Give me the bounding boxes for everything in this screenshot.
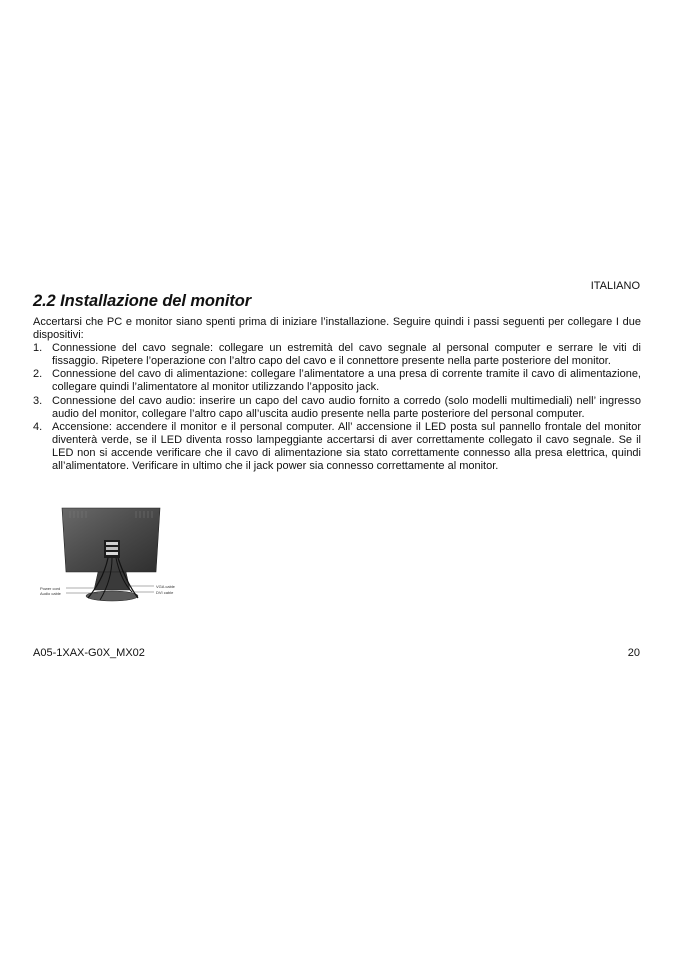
monitor-rear-figure [40,506,190,606]
section-body [33,316,641,473]
list-item [33,395,641,421]
power-cord-label: Power cord [40,586,61,591]
step-number: 4. [33,420,43,433]
step-text: Connessione del cavo segnale: collegare un estremità del cavo segnale al personal computer e serrare le viti di fissaggio. Ripetere l’operazione con l’altro capo del cavo e il connettore presente nella parte posteriore del monitor. [52,342,641,368]
section-title: 2.2 Installazione del monitor [33,292,252,310]
list-item [33,421,641,473]
step-text: Accensione: accendere il monitor e il personal computer. All’ accensione il LED posta sul pannello frontale del monitor diventerà verde, se il LED diventa rosso lampeggiante accertarsi di aver correttamente collegato il cavo segnale. Se il LED non si accende verificare che il cavo di alimentazione sia stato correttamente connesso alla presa elettrica, quindi all’alimentatore. Verificare in ultimo che il jack power sia connesso correttamente al monitor. [52,420,641,473]
step-number: 2. [33,368,43,381]
dvi-cable-label: DVI cable [156,590,174,595]
list-item [33,368,641,394]
language-label: ITALIANO [590,280,640,292]
steps-list [33,342,641,473]
audio-cable-label: Audio cable [40,591,61,596]
vga-cable-label: VGA cable [156,584,175,589]
step-text: Connessione del cavo di alimentazione: collegare l’alimentatore a una presa di corrente tramite il cavo di alimentazione, collegare quindi l’alimentatore al monitor utilizzando l’apposito jack. [52,368,641,394]
intro-paragraph: Accertarsi che PC e monitor siano spenti prima di iniziare l’installazione. Seguire quindi i passi seguenti per collegare I due dispositivi: [33,316,641,342]
step-text: Connessione del cavo audio: inserire un capo del cavo audio fornito a corredo (solo modelli multimediali) nell’ ingresso audio del monitor, collegare l’altro capo all’uscita audio presente nella parte posteriore del personal computer. [52,394,641,420]
list-item [33,342,641,368]
document-code: A05-1XAX-G0X_MX02 [33,647,145,659]
step-number: 3. [33,394,43,407]
page-number: 20 [627,647,640,659]
step-number: 1. [33,342,43,355]
